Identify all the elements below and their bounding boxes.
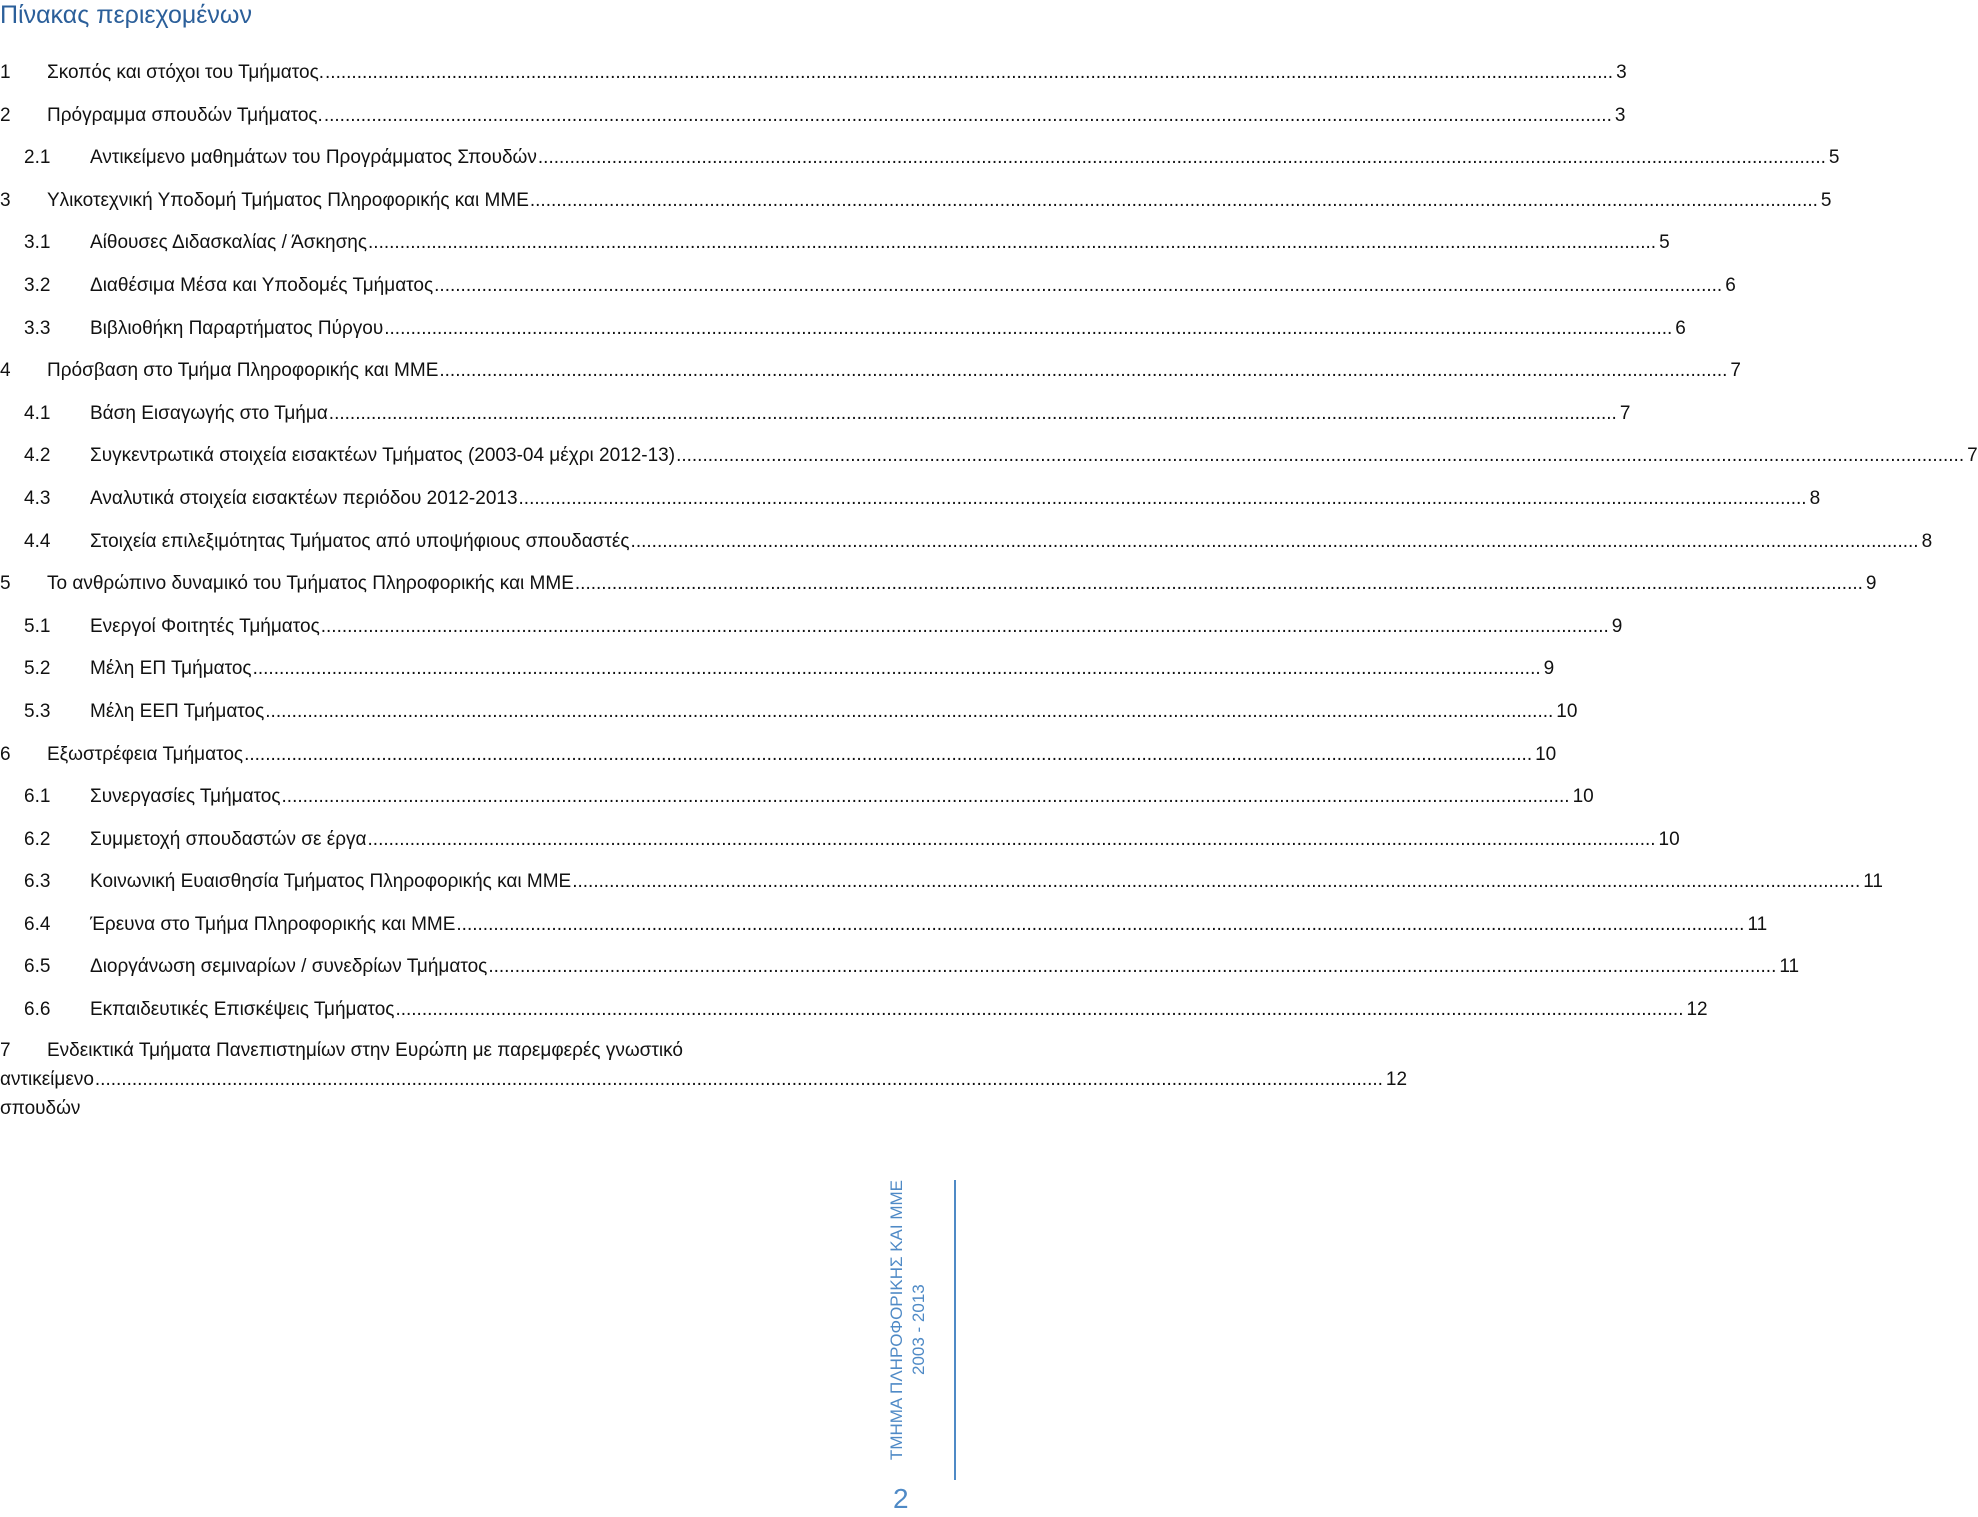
toc-entry-number: 3	[0, 189, 11, 211]
toc-entry-text: Διαθέσιμα Μέσα και Υποδομές Τμήματος	[90, 274, 434, 296]
toc-entry[interactable]	[0, 478, 1821, 521]
toc-entry-number: 4	[0, 360, 11, 382]
toc-entry-text: Βιβλιοθήκη Παραρτήματος Πύργου	[90, 317, 384, 339]
toc-entry[interactable]	[0, 308, 1686, 351]
toc-leader-dots	[94, 1065, 1384, 1094]
toc-entry[interactable]	[0, 265, 1736, 308]
toc-entry[interactable]	[0, 648, 1555, 691]
toc-entry[interactable]	[0, 435, 1978, 478]
toc-entry-number: 3.3	[24, 317, 51, 339]
toc-entry-page: 8	[1921, 530, 1933, 552]
toc-entry-page: 12	[1686, 999, 1708, 1021]
toc-entry-number: 5.3	[24, 700, 51, 722]
toc-leader-dots	[487, 946, 1777, 989]
toc-entry-page: 10	[1572, 786, 1594, 808]
toc-entries	[0, 52, 1978, 1032]
toc-entry-page: 10	[1658, 828, 1680, 850]
page-number: 2	[893, 1483, 909, 1514]
toc-leader-dots	[438, 350, 1728, 393]
toc-entry-number: 4.4	[24, 530, 51, 552]
toc-entry-text: Πρόσβαση στο Τμήμα Πληροφορικής και ΜΜΕ	[47, 360, 439, 382]
toc-entry[interactable]	[0, 521, 1933, 564]
toc-entry[interactable]	[0, 606, 1623, 649]
toc-entry[interactable]	[0, 904, 1768, 947]
toc-entry-7[interactable]	[0, 1032, 1408, 1123]
toc-entry[interactable]	[0, 691, 1578, 734]
toc-leader-dots	[367, 222, 1657, 265]
toc-entry-text: Μέλη ΕΕΠ Τμήματος	[90, 700, 265, 722]
toc-leader-dots	[433, 265, 1723, 308]
toc-entry-page: 11	[1779, 956, 1800, 978]
toc-entry-text: Στοιχεία επιλεξιμότητας Τμήματος από υποψήφιους σπουδαστές	[90, 530, 630, 552]
toc-entry-text-continued: αντικείμενο σπουδών	[0, 1068, 94, 1119]
toc-entry-page: 6	[1725, 274, 1736, 296]
toc-leader-dots	[630, 521, 1920, 564]
side-banner	[886, 1180, 956, 1480]
toc-entry-text: Συνεργασίες Τμήματος	[90, 786, 281, 808]
toc-entry-page: 9	[1865, 573, 1877, 595]
toc-entry-page: 3	[1614, 104, 1626, 126]
toc-entry-text: Αναλυτικά στοιχεία εισακτέων περιόδου 2012-2013	[90, 487, 518, 509]
toc-leader-dots	[367, 819, 1657, 862]
toc-leader-dots	[537, 137, 1827, 180]
side-banner-rule	[954, 1180, 956, 1480]
toc-entry-number: 2.1	[24, 147, 51, 169]
toc-entry-page: 10	[1556, 700, 1578, 722]
toc-entry[interactable]	[0, 989, 1708, 1032]
toc-entry-number: 2	[0, 104, 11, 126]
toc-entry-text: Σκοπός και στόχοι του Τμήματος.	[47, 62, 325, 83]
toc-leader-dots	[518, 478, 1808, 521]
toc-entry-text: Πρόγραμμα σπουδών Τμήματος.	[47, 104, 323, 126]
toc-entry-number: 6	[0, 743, 11, 765]
toc-entry-number: 6.3	[24, 871, 51, 893]
toc-entry-text: Συμμετοχή σπουδαστών σε έργα	[90, 828, 367, 850]
toc-entry-text: Εκπαιδευτικές Επισκέψεις Τμήματος	[90, 999, 395, 1021]
toc-entry-page: 3	[1616, 62, 1627, 83]
toc-entry-text: Υλικοτεχνική Υποδομή Τμήματος Πληροφορικής και ΜΜΕ	[47, 189, 529, 211]
toc-entry-page: 6	[1675, 317, 1686, 339]
toc-leader-dots	[574, 563, 1864, 606]
toc-entry-number: 6.1	[24, 786, 51, 808]
toc-entry-number: 6.6	[24, 999, 51, 1021]
toc-entry-page: 10	[1535, 743, 1557, 765]
toc-entry[interactable]	[0, 734, 1557, 777]
toc-entry-page: 5	[1659, 232, 1670, 254]
toc-entry[interactable]	[0, 52, 1627, 95]
toc-entry-number: 6.2	[24, 828, 51, 850]
toc-entry-text: Έρευνα στο Τμήμα Πληροφορικής και ΜΜΕ	[90, 913, 456, 935]
toc-entry-page: 9	[1543, 658, 1555, 680]
toc-entry-text: Συγκεντρωτικά στοιχεία εισακτέων Τμήματος (2003-04 μέχρι 2012-13)	[90, 445, 676, 467]
toc-entry-number: 5	[0, 573, 11, 595]
toc-entry-text: Κοινωνική Ευαισθησία Τμήματος Πληροφορικής και ΜΜΕ	[90, 871, 572, 893]
toc-entry[interactable]	[0, 819, 1680, 862]
toc-entry-page: 7	[1967, 445, 1978, 467]
toc-entry-number: 1	[0, 62, 11, 83]
toc-entry-text: Διοργάνωση σεμιναρίων / συνεδρίων Τμήματος	[90, 956, 488, 978]
toc-entry-text: Ενδεικτικά Τμήματα Πανεπιστημίων στην Ευρώπη με παρεμφερές γνωστικό	[47, 1039, 683, 1061]
toc-title: Πίνακας περιεχομένων	[0, 1, 252, 29]
toc-entry[interactable]	[0, 861, 1883, 904]
toc-leader-dots	[455, 904, 1745, 947]
toc-leader-dots	[324, 52, 1614, 95]
toc-entry[interactable]	[0, 393, 1631, 436]
toc-entry-text: Εξωστρέφεια Τμήματος	[47, 743, 244, 765]
toc-leader-dots	[394, 989, 1684, 1032]
toc-entry[interactable]	[0, 350, 1741, 393]
toc-leader-dots	[323, 95, 1613, 138]
toc-leader-dots	[243, 734, 1533, 777]
toc-leader-dots	[264, 691, 1554, 734]
toc-entry-number: 6.5	[24, 956, 51, 978]
side-banner-years: 2003 - 2013	[909, 1284, 928, 1375]
toc-entry-text: Το ανθρώπινο δυναμικό του Τμήματος Πληροφορικής και ΜΜΕ	[47, 573, 574, 595]
side-banner-department: ΤΜΗΜΑ ΠΛΗΡΟΦΟΡΙΚΗΣ ΚΑΙ ΜΜΕ	[887, 1180, 906, 1461]
toc-entry-page: 9	[1611, 615, 1623, 637]
toc-leader-dots	[281, 776, 1571, 819]
table-of-contents	[0, 52, 1978, 1123]
toc-entry-number: 5.2	[24, 658, 51, 680]
toc-leader-dots	[252, 648, 1542, 691]
side-banner-text	[886, 1180, 956, 1480]
toc-entry-page: 7	[1619, 402, 1631, 424]
toc-entry-text: Αίθουσες Διδασκαλίας / Άσκησης	[90, 232, 368, 254]
toc-leader-dots	[571, 861, 1861, 904]
toc-entry[interactable]	[0, 180, 1832, 223]
toc-entry-number: 7	[0, 1039, 11, 1061]
toc-entry[interactable]	[0, 946, 1800, 989]
toc-entry-number: 5.1	[24, 615, 51, 637]
toc-entry-page: 5	[1820, 189, 1832, 211]
toc-entry-text: Βάση Εισαγωγής στο Τμήμα	[90, 402, 328, 424]
toc-entry[interactable]	[0, 95, 1626, 138]
toc-entry-number: 6.4	[24, 913, 51, 935]
toc-entry[interactable]	[0, 222, 1670, 265]
toc-leader-dots	[328, 393, 1618, 436]
toc-entry-number: 4.1	[24, 402, 51, 424]
toc-leader-dots	[529, 180, 1819, 223]
toc-entry-page: 8	[1809, 487, 1821, 509]
toc-entry-page: 11	[1863, 871, 1883, 893]
toc-entry-page: 5	[1828, 147, 1840, 169]
toc-entry-number: 4.3	[24, 487, 51, 509]
toc-entry-number: 3.1	[24, 232, 51, 254]
toc-entry-number: 4.2	[24, 445, 51, 467]
toc-entry-page: 11	[1747, 913, 1768, 935]
toc-entry-page: 12	[1385, 1068, 1408, 1090]
toc-entry-text: Αντικείμενο μαθημάτων του Προγράμματος Σπουδών	[90, 147, 537, 169]
toc-entry[interactable]	[0, 776, 1594, 819]
toc-entry-7-line2	[0, 1065, 1408, 1123]
toc-entry-text: Μέλη ΕΠ Τμήματος	[90, 658, 252, 680]
toc-leader-dots	[383, 308, 1673, 351]
toc-entry-page: 7	[1730, 360, 1741, 382]
toc-entry-7-line1	[0, 1036, 866, 1065]
toc-leader-dots	[675, 435, 1965, 478]
toc-entry-text: Ενεργοί Φοιτητές Τμήματος	[90, 615, 320, 637]
toc-entry[interactable]	[0, 137, 1840, 180]
toc-entry-number: 3.2	[24, 274, 51, 296]
toc-entry[interactable]	[0, 563, 1877, 606]
toc-leader-dots	[320, 606, 1610, 649]
